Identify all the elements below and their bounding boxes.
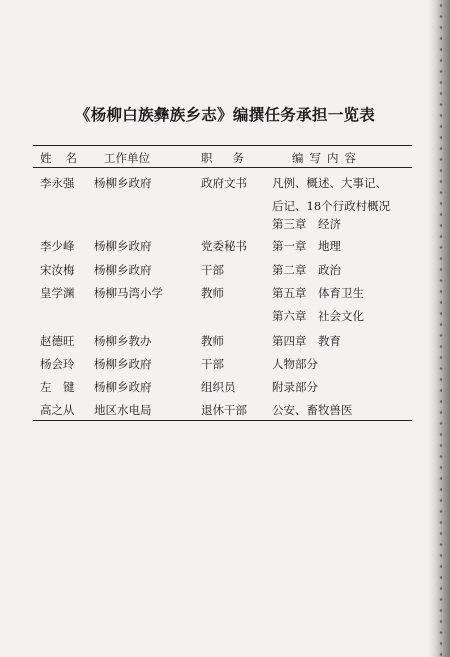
- row-name: 杨会玲: [40, 357, 75, 371]
- row-task: 第三章 经济: [272, 217, 341, 231]
- row-unit: 地区水电局: [94, 403, 152, 417]
- row-duty: 干部: [201, 357, 224, 371]
- row-unit: 杨柳乡政府: [94, 176, 152, 190]
- row-task: 第四章 教育: [272, 334, 341, 348]
- row-name: 高之从: [40, 403, 75, 417]
- table-title: 《杨柳白族彝族乡志》编撰任务承担一览表: [74, 105, 376, 124]
- header-name: 姓名: [40, 151, 91, 165]
- row-unit: 杨柳乡教办: [94, 334, 152, 348]
- row-duty: 教师: [201, 334, 224, 348]
- table-top-rule: [33, 145, 412, 146]
- page-edge-speckle: [438, 0, 446, 657]
- row-unit: 杨柳乡政府: [94, 239, 152, 253]
- row-name: 李少峰: [40, 239, 75, 253]
- row-duty: 退休干部: [201, 403, 247, 417]
- table-bottom-rule: [33, 420, 412, 421]
- row-unit: 杨柳乡政府: [94, 380, 152, 394]
- row-unit: 杨柳马湾小学: [94, 286, 163, 300]
- row-name: 皇学渊: [40, 286, 75, 300]
- row-task: 第五章 体育卫生: [272, 286, 364, 300]
- row-name: 李永强: [40, 176, 75, 190]
- row-duty: 党委秘书: [201, 239, 247, 253]
- row-duty: 政府文书: [201, 176, 247, 190]
- table-header-rule: [33, 167, 412, 168]
- row-task: 人物部分: [272, 357, 318, 371]
- row-name: 左 键: [40, 380, 75, 394]
- row-unit: 杨柳乡政府: [94, 357, 152, 371]
- row-task: 附录部分: [272, 380, 318, 394]
- row-name: 赵德旺: [40, 334, 75, 348]
- row-unit: 杨柳乡政府: [94, 263, 152, 277]
- row-task: 后记、18个行政村概况: [272, 199, 391, 213]
- row-task: 凡例、概述、大事记、: [272, 176, 387, 190]
- row-duty: 教师: [201, 286, 224, 300]
- row-name: 宋汝梅: [40, 263, 75, 277]
- header-duty: 职务: [201, 151, 264, 165]
- row-task: 第二章 政治: [272, 263, 341, 277]
- row-duty: 组织员: [201, 380, 236, 394]
- header-task: 编写内容: [292, 151, 362, 165]
- row-duty: 干部: [201, 263, 224, 277]
- row-task: 第一章 地理: [272, 239, 341, 253]
- row-task: 第六章 社会文化: [272, 309, 364, 323]
- header-unit: 工作单位: [104, 151, 150, 165]
- row-task: 公安、畜牧兽医: [272, 403, 353, 417]
